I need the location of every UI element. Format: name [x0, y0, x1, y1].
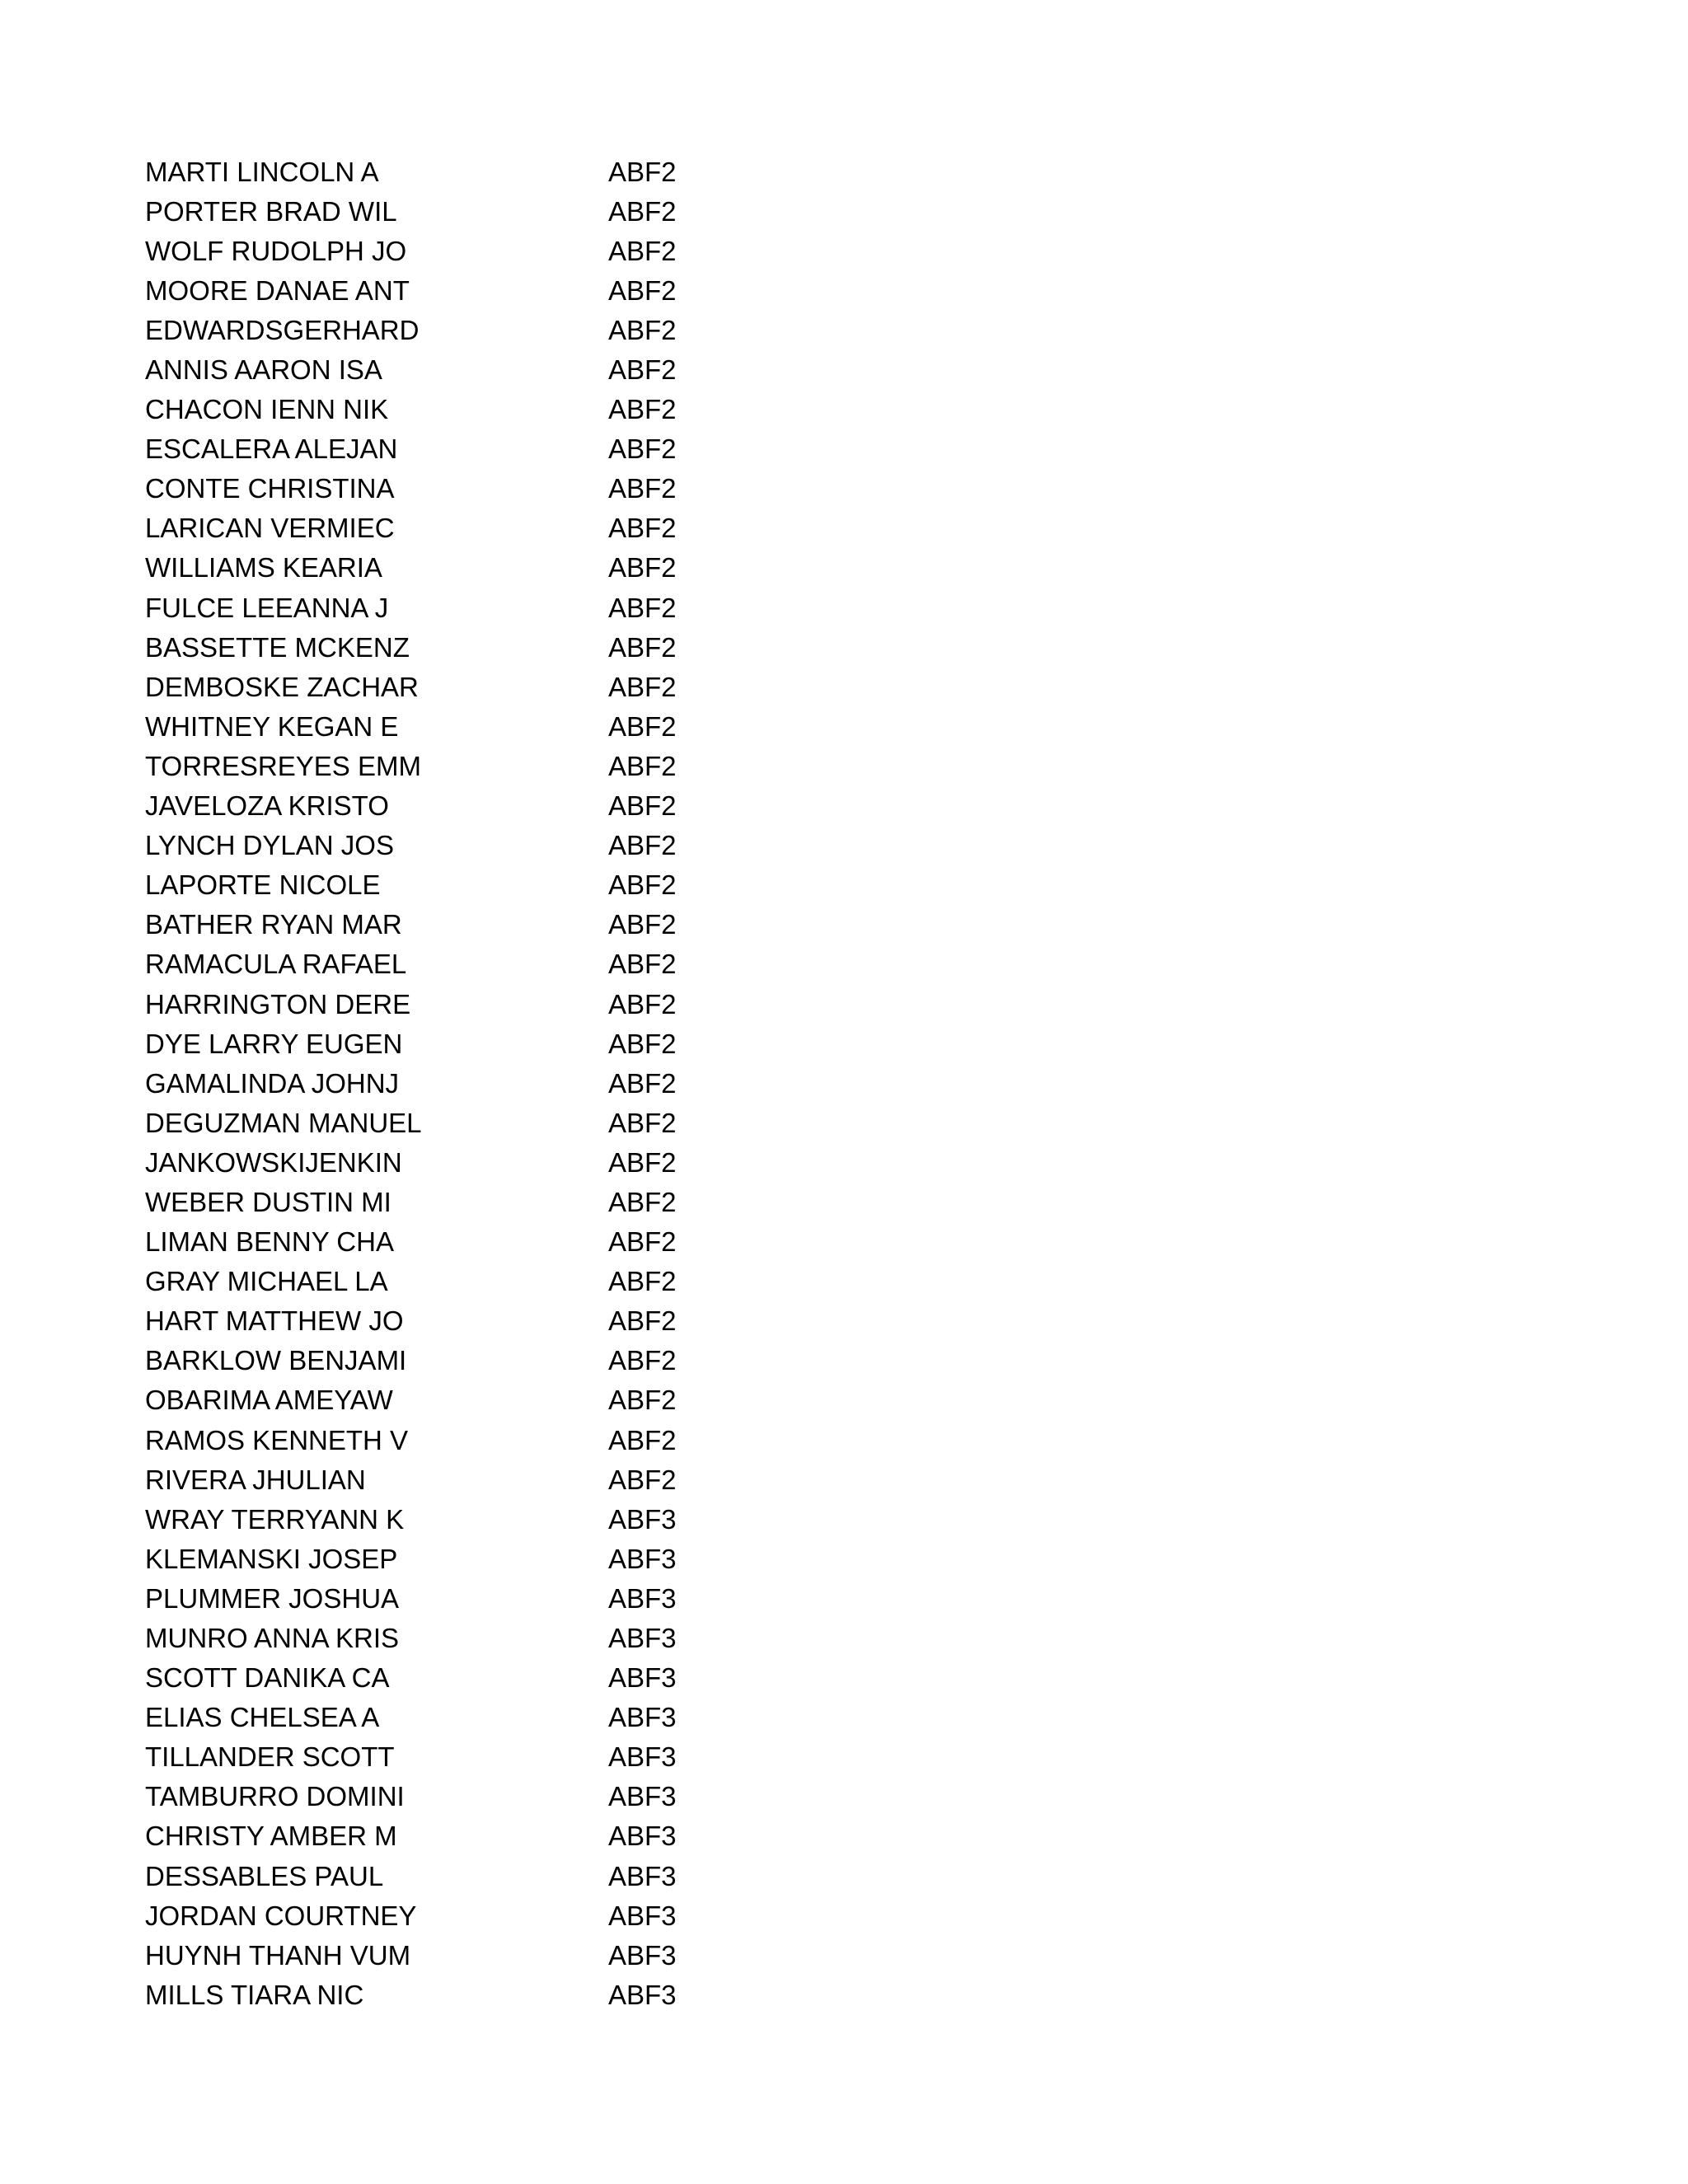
- person-name: JANKOWSKIJENKIN: [145, 1148, 402, 1176]
- unit-code: ABF2: [608, 513, 677, 544]
- unit-code: ABF2: [608, 1067, 677, 1099]
- person-name: TAMBURRO DOMINI: [145, 1783, 405, 1811]
- person-name: PLUMMER JOSHUA: [145, 1584, 400, 1612]
- person-name: WEBER DUSTIN MI: [145, 1188, 392, 1216]
- list-row: [145, 1182, 887, 1221]
- list-row: [145, 706, 887, 746]
- unit-code: ABF2: [608, 790, 677, 822]
- list-row: [145, 746, 887, 785]
- person-name: WOLF RUDOLPH JO: [145, 237, 407, 265]
- person-name: JORDAN COURTNEY: [145, 1901, 417, 1929]
- list-row: [145, 1024, 887, 1063]
- unit-code: ABF2: [608, 1345, 677, 1376]
- person-name: WHITNEY KEGAN E: [145, 712, 399, 740]
- list-row: [145, 1063, 887, 1103]
- unit-code: ABF3: [608, 1939, 677, 1971]
- unit-code: ABF2: [608, 552, 677, 583]
- person-name: DEGUZMAN MANUEL: [145, 1108, 422, 1137]
- person-name: GRAY MICHAEL LA: [145, 1268, 388, 1296]
- name-code-list: [145, 152, 887, 2014]
- unit-code: ABF2: [608, 988, 677, 1019]
- unit-code: ABF2: [608, 235, 677, 266]
- unit-code: ABF3: [608, 1702, 677, 1733]
- person-name: LARICAN VERMIEC: [145, 514, 395, 542]
- person-name: OBARIMA AMEYAW: [145, 1386, 393, 1414]
- person-name: DYE LARRY EUGEN: [145, 1029, 403, 1057]
- person-name: WRAY TERRYANN K: [145, 1505, 405, 1533]
- list-row: [145, 944, 887, 984]
- person-name: JAVELOZA KRISTO: [145, 792, 389, 820]
- list-row: [145, 786, 887, 826]
- person-name: LIMAN BENNY CHA: [145, 1228, 394, 1256]
- unit-code: ABF2: [608, 1305, 677, 1337]
- person-name: RAMOS KENNETH V: [145, 1426, 409, 1454]
- unit-code: ABF2: [608, 473, 677, 504]
- list-row: [145, 1737, 887, 1777]
- list-row: [145, 1499, 887, 1539]
- list-row: [145, 1262, 887, 1301]
- unit-code: ABF3: [608, 1543, 677, 1574]
- person-name: PORTER BRAD WIL: [145, 197, 397, 225]
- unit-code: ABF2: [608, 394, 677, 425]
- person-name: HUYNH THANH VUM: [145, 1941, 411, 1969]
- unit-code: ABF2: [608, 1424, 677, 1455]
- unit-code: ABF2: [608, 710, 677, 742]
- person-name: DEMBOSKE ZACHAR: [145, 673, 419, 701]
- unit-code: ABF3: [608, 1979, 677, 2010]
- person-name: HART MATTHEW JO: [145, 1307, 404, 1335]
- list-row: [145, 1142, 887, 1182]
- unit-code: ABF3: [608, 1900, 677, 1931]
- person-name: TORRESREYES EMM: [145, 752, 421, 780]
- list-row: [145, 1658, 887, 1698]
- person-name: TILLANDER SCOTT: [145, 1743, 395, 1771]
- list-row: [145, 1698, 887, 1737]
- person-name: RIVERA JHULIAN: [145, 1465, 366, 1493]
- person-name: CONTE CHRISTINA: [145, 475, 395, 503]
- unit-code: ABF3: [608, 1860, 677, 1891]
- person-name: BARKLOW BENJAMI: [145, 1347, 407, 1375]
- unit-code: ABF2: [608, 1028, 677, 1059]
- list-row: [145, 349, 887, 389]
- unit-code: ABF2: [608, 1464, 677, 1495]
- list-row: [145, 548, 887, 588]
- list-row: [145, 1777, 887, 1816]
- list-row: [145, 826, 887, 865]
- person-name: SCOTT DANIKA CA: [145, 1664, 390, 1692]
- list-row: [145, 310, 887, 349]
- unit-code: ABF2: [608, 434, 677, 465]
- list-row: [145, 865, 887, 905]
- person-name: HARRINGTON DERE: [145, 990, 411, 1018]
- unit-code: ABF2: [608, 909, 677, 940]
- person-name: WILLIAMS KEARIA: [145, 554, 382, 582]
- unit-code: ABF3: [608, 1503, 677, 1535]
- list-row: [145, 429, 887, 469]
- person-name: RAMACULA RAFAEL: [145, 950, 407, 978]
- list-row: [145, 390, 887, 429]
- unit-code: ABF2: [608, 274, 677, 306]
- unit-code: ABF2: [608, 830, 677, 861]
- unit-code: ABF2: [608, 750, 677, 781]
- list-row: [145, 627, 887, 667]
- list-row: [145, 270, 887, 310]
- unit-code: ABF3: [608, 1781, 677, 1812]
- person-name: MILLS TIARA NIC: [145, 1980, 364, 2008]
- unit-code: ABF3: [608, 1662, 677, 1694]
- person-name: KLEMANSKI JOSEP: [145, 1544, 398, 1572]
- person-name: EDWARDSGERHARD: [145, 316, 420, 344]
- list-row: [145, 1539, 887, 1578]
- unit-code: ABF3: [608, 1582, 677, 1614]
- unit-code: ABF2: [608, 314, 677, 345]
- person-name: MOORE DANAE ANT: [145, 276, 410, 304]
- list-row: [145, 509, 887, 548]
- list-row: [145, 1935, 887, 1975]
- unit-code: ABF2: [608, 671, 677, 702]
- list-row: [145, 1380, 887, 1420]
- unit-code: ABF2: [608, 354, 677, 386]
- person-name: MUNRO ANNA KRIS: [145, 1624, 400, 1652]
- person-name: ANNIS AARON ISA: [145, 356, 382, 384]
- person-name: BATHER RYAN MAR: [145, 911, 402, 939]
- unit-code: ABF2: [608, 1107, 677, 1138]
- unit-code: ABF2: [608, 1385, 677, 1416]
- list-row: [145, 231, 887, 270]
- list-row: [145, 1420, 887, 1460]
- unit-code: ABF2: [608, 631, 677, 663]
- person-name: ESCALERA ALEJAN: [145, 435, 398, 463]
- unit-code: ABF3: [608, 1821, 677, 1852]
- unit-code: ABF3: [608, 1741, 677, 1773]
- unit-code: ABF2: [608, 1146, 677, 1178]
- list-row: [145, 1222, 887, 1262]
- list-row: [145, 1856, 887, 1896]
- unit-code: ABF2: [608, 592, 677, 623]
- unit-code: ABF3: [608, 1623, 677, 1654]
- person-name: LAPORTE NICOLE: [145, 871, 381, 899]
- list-row: [145, 1301, 887, 1341]
- person-name: GAMALINDA JOHNJ: [145, 1069, 400, 1097]
- list-row: [145, 191, 887, 231]
- list-row: [145, 905, 887, 944]
- person-name: MARTI LINCOLN A: [145, 157, 379, 185]
- unit-code: ABF2: [608, 949, 677, 980]
- unit-code: ABF2: [608, 869, 677, 901]
- unit-code: ABF2: [608, 1226, 677, 1258]
- list-row: [145, 152, 887, 191]
- list-row: [145, 1618, 887, 1657]
- person-name: LYNCH DYLAN JOS: [145, 832, 394, 860]
- list-row: [145, 1975, 887, 2014]
- list-row: [145, 469, 887, 509]
- list-row: [145, 984, 887, 1024]
- unit-code: ABF2: [608, 156, 677, 187]
- unit-code: ABF2: [608, 195, 677, 227]
- person-name: FULCE LEEANNA J: [145, 593, 389, 621]
- person-name: ELIAS CHELSEA A: [145, 1704, 380, 1732]
- list-row: [145, 1896, 887, 1935]
- person-name: CHRISTY AMBER M: [145, 1822, 397, 1850]
- unit-code: ABF2: [608, 1186, 677, 1217]
- list-row: [145, 1341, 887, 1380]
- list-row: [145, 1460, 887, 1499]
- list-row: [145, 1578, 887, 1618]
- unit-code: ABF2: [608, 1266, 677, 1297]
- person-name: DESSABLES PAUL: [145, 1862, 384, 1890]
- person-name: BASSETTE MCKENZ: [145, 633, 410, 661]
- list-row: [145, 588, 887, 627]
- person-name: CHACON IENN NIK: [145, 396, 389, 424]
- list-row: [145, 1103, 887, 1142]
- list-row: [145, 667, 887, 706]
- list-row: [145, 1816, 887, 1856]
